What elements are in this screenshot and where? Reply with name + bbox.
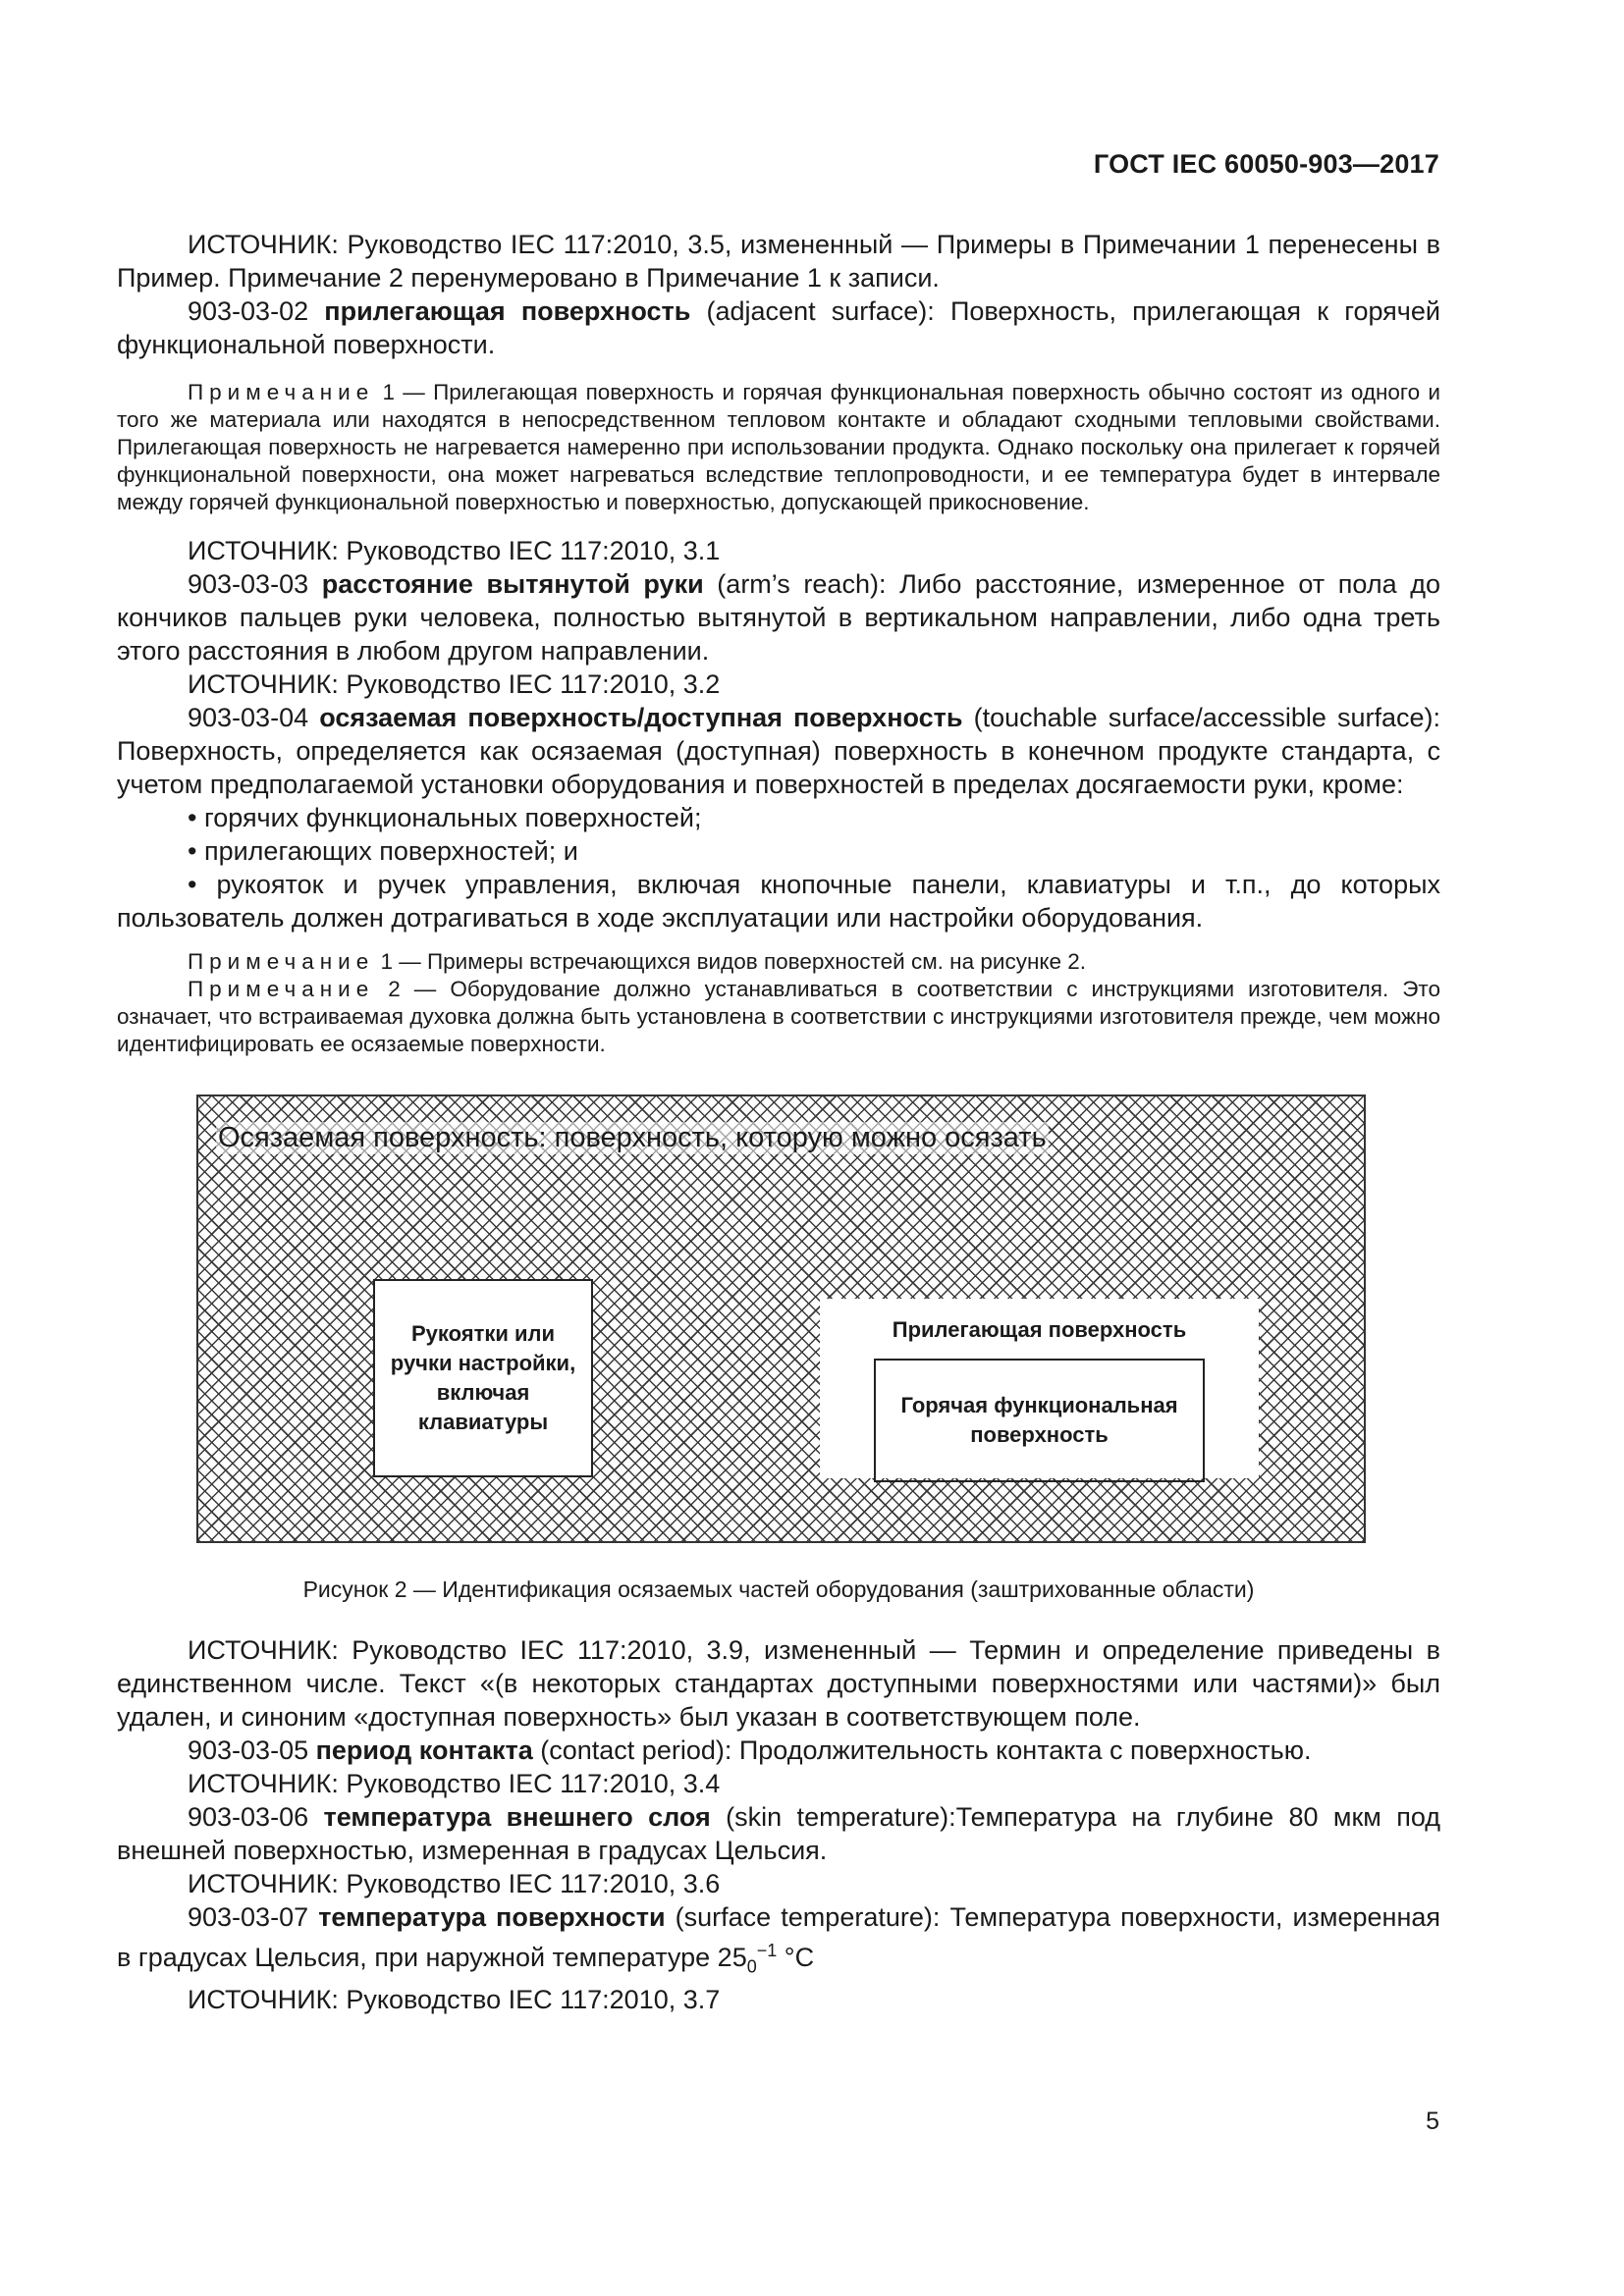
- term-definition: (touchable surface/accessible surface): Поверхность, определяется как осязаемая (доступная) поверхность в конечном продукте стандарта, с учетом предполагаемой установки оборудования и поверхностей в пределах досягаемости руки, кроме:: [117, 703, 1440, 799]
- document-header: ГОСТ IEC 60050-903—2017: [1093, 149, 1439, 179]
- list-item: • горячих функциональных поверхностей;: [188, 803, 702, 832]
- term-definition: (contact period): Продолжительность контакта с поверхностью.: [532, 1735, 1312, 1765]
- term-name: температура внешнего слоя: [323, 1802, 711, 1832]
- controls-box: [373, 1279, 593, 1477]
- temperature-upper-tolerance: −1: [756, 1941, 778, 1960]
- figure-2: [196, 1095, 1366, 1543]
- term-name: температура поверхности: [318, 1902, 666, 1932]
- term-number: 903-03-02: [188, 296, 325, 326]
- source-paragraph: ИСТОЧНИК: Руководство IEC 117:2010, 3.4: [188, 1769, 721, 1798]
- temperature-unit: °C: [777, 1943, 815, 1972]
- term-name: период контакта: [315, 1735, 533, 1765]
- term-name: расстояние вытянутой руки: [321, 569, 704, 599]
- term-definition: (adjacent surface): Поверхность, прилегающая к горячей функциональной поверхности.: [117, 296, 1440, 359]
- term-definition: (skin temperature):Температура на глубине 80 мкм под внешней поверхностью, измеренная в градусах Цельсия.: [117, 1802, 1440, 1865]
- page-number: 5: [1426, 2108, 1439, 2135]
- term-number: 903-03-03: [188, 569, 322, 599]
- source-paragraph: ИСТОЧНИК: Руководство IEC 117:2010, 3.1: [188, 536, 721, 565]
- note-text: 1 — Примеры встречающихся видов поверхностей см. на рисунке 2.: [374, 949, 1086, 974]
- term-definition: (arm’s reach): Либо расстояние, измеренное от пола до кончиков пальцев руки человека, полностью вытянутой в вертикальном направлении, либо одна треть этого расстояния в любом другом направлении.: [117, 569, 1440, 666]
- term-number: 903-03-07: [188, 1902, 319, 1932]
- term-number: 903-03-05: [188, 1735, 316, 1765]
- notes-903-03-04: [117, 948, 1440, 1058]
- term-entry-903-03-04: [117, 701, 1440, 801]
- adjacent-surface-label: Прилегающая поверхность: [892, 1317, 1187, 1342]
- note-paragraph: [117, 379, 1440, 516]
- note-paragraph: [117, 976, 1440, 1058]
- source-paragraph: ИСТОЧНИК: Руководство IEC 117:2010, 3.2: [188, 669, 721, 699]
- list-item: • рукояток и ручек управления, включая кнопочные панели, клавиатуры и т.п., до которых пользователь должен дотрагиваться в ходе эксплуатации или настройки оборудования.: [117, 870, 1440, 933]
- source-paragraph: ИСТОЧНИК: Руководство IEC 117:2010, 3.7: [188, 1985, 721, 2015]
- term-name: осязаемая поверхность/доступная поверхность: [319, 703, 963, 732]
- term-entry-903-03-03: [117, 567, 1440, 667]
- temperature-value: 25: [717, 1943, 747, 1972]
- temperature-lower-tolerance: 0: [746, 1956, 757, 1977]
- list-item: • прилегающих поверхностей; и: [188, 836, 578, 866]
- source-paragraph: ИСТОЧНИК: Руководство IEC 117:2010, 3.5, измененный — Примеры в Примечании 1 перенесены в Пример. Примечание 2 перенумеровано в Примечание 1 к записи.: [117, 230, 1440, 293]
- note-label: Примечание: [188, 380, 375, 404]
- term-number: 903-03-06: [188, 1802, 324, 1832]
- note-label: Примечание: [188, 977, 375, 1001]
- note-paragraph: [117, 948, 1440, 976]
- note-text: 1 — Прилегающая поверхность и горячая функциональная поверхность обычно состоят из одного и того же материала или находятся в непосредственном тепловом контакте и обладают сходными тепловыми свойствами. Прилегающая поверхность не нагревается намеренно при использовании продукта. Однако поскольку она прилегает к горячей функциональной поверхности, она может нагреваться вследствие теплопроводности, и ее температура будет в интервале между горячей функциональной поверхностью и поверхностью, допускающей прикосновение.: [117, 380, 1440, 514]
- note-label: Примечание: [188, 949, 375, 974]
- term-entry-903-03-02: [117, 294, 1440, 361]
- page-content: [117, 228, 1440, 2016]
- note-text: 2 — Оборудование должно устанавливаться в соответствии с инструкциями изготовителя. Это означает, что встраиваемая духовка должна быть установлена в соответствии с инструкциями изготовителя прежде, чем можно идентифицировать ее осязаемые поверхности.: [117, 977, 1440, 1056]
- source-paragraph: ИСТОЧНИК: Руководство IEC 117:2010, 3.6: [188, 1869, 721, 1898]
- term-definition: (surface temperature): Температура поверхности, измеренная в градусах Цельсия, при наружной температуре: [117, 1902, 1441, 1972]
- hot-surface-label: Горячая функциональная поверхность: [900, 1393, 1178, 1447]
- notes-903-03-02: [117, 379, 1440, 516]
- adjacent-surface-box: [820, 1299, 1259, 1478]
- term-entry-903-03-05: [117, 1734, 1440, 1767]
- hot-surface-box: [874, 1359, 1205, 1482]
- term-number: 903-03-04: [188, 703, 320, 732]
- figure-title: Осязаемая поверхность: поверхность, которую можно осязать: [218, 1122, 1047, 1153]
- term-entry-903-03-06: [117, 1800, 1440, 1867]
- figure-caption: Рисунок 2 — Идентификация осязаемых частей оборудования (заштрихованные области): [302, 1576, 1255, 1602]
- term-entry-903-03-07: [117, 1900, 1440, 1983]
- source-paragraph: ИСТОЧНИК: Руководство IEC 117:2010, 3.9, измененный — Термин и определение приведены в единственном числе. Текст «(в некоторых стандартах доступными поверхностями или частями)» был удален, и синоним «доступная поверхность» был указан в соответствующем поле.: [117, 1635, 1440, 1732]
- controls-box-label: Рукоятки или ручки настройки, включая клавиатуры: [390, 1321, 576, 1434]
- term-name: прилегающая поверхность: [324, 296, 691, 326]
